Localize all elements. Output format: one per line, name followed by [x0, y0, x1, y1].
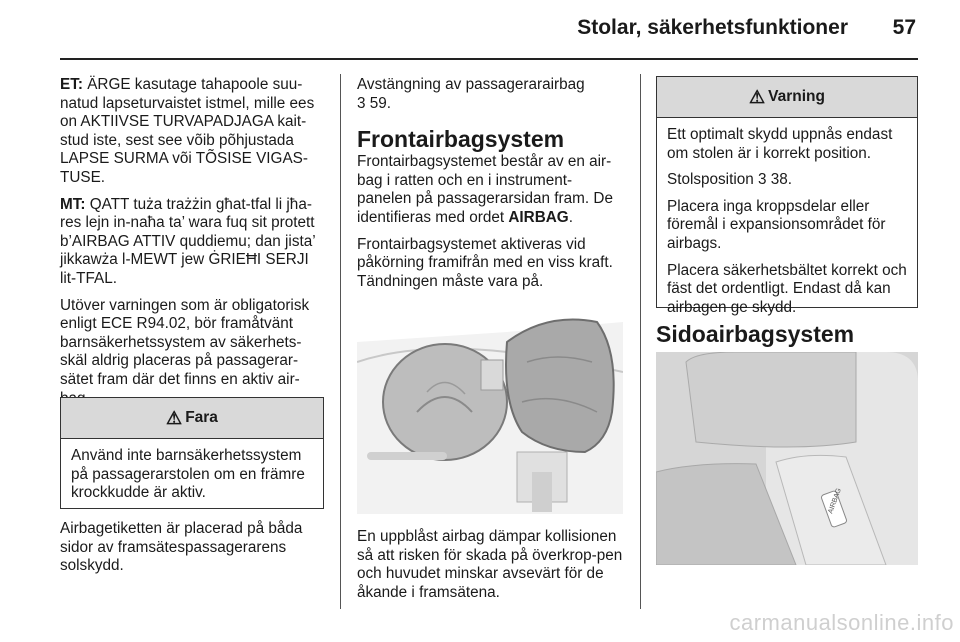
frontairbag-activation: Frontairbagsystemet aktiveras vid påkörning framifrån med en viss kraft. Tändningen måste vara på. — [357, 235, 613, 290]
warning-text-3: Placera inga kroppsdelar eller föremål i expansionsområdet för airbags. — [667, 197, 886, 252]
warning-title: Varning — [768, 88, 825, 105]
column-divider-1 — [340, 74, 341, 609]
svg-text:AIRBAG: AIRBAG — [827, 487, 843, 515]
section-title: Stolar, säkerhetsfunktioner — [577, 16, 848, 39]
frontairbag-heading: Frontairbagsystem — [357, 126, 565, 153]
warning-triangle-icon: ⚠ — [749, 86, 766, 107]
warning-text-1: Ett optimalt skydd uppnås endast om stolen är i korrekt position. — [667, 126, 893, 162]
front-airbag-illustration — [357, 302, 623, 514]
warning-box-header — [657, 77, 917, 118]
danger-box-header — [61, 398, 323, 439]
sidoairbag-heading: Sidoairbagsystem — [656, 321, 855, 347]
warning-text-2: Stolsposition 3 38. — [667, 171, 793, 189]
airbag-label-text: Airbagetiketten är placerad på båda sidor av framsätespassagerarens solskydd. — [60, 520, 303, 575]
estonian-warning: ET: ÄRGE kasutage tahapoole suu-natud lapseturvaistet istmel, mille ees on AKTIIVSE TURVAPADJAGA kait-stud iste, sest see võib põhjustada LAPSE SURMA või TÕSISE VIGAS-TUSE. — [60, 76, 315, 186]
regulation-paragraph: Utöver varningen som är obligatorisk enligt ECE R94.02, bör framåtvänt barnsäkerhetssystem av säkerhets-skäl aldrig placeras på passagerar-sätet fram där det finns en aktiv air- — [60, 296, 310, 388]
column-2 — [357, 76, 625, 299]
column-1 — [60, 76, 324, 416]
illustration-caption — [357, 528, 629, 610]
danger-box-body — [61, 439, 323, 509]
header-divider — [60, 58, 918, 60]
danger-box — [60, 397, 324, 509]
column-divider-2 — [640, 74, 641, 609]
danger-text: Använd inte barnsäkerhetssystem på passagerarstolen om en främre krockkudde är aktiv. — [71, 447, 305, 502]
maltese-warning: MT: QATT tuża trażżin għat-tfal li jħa-res lejn in-naħa ta’ wara fuq sit protett b’AIRBAG ATTIV quddiemu; dan jista’ jikkawża l-MEWT jew ĠRIEĦI SERJI lit-TFAL. — [60, 195, 316, 287]
danger-title: Fara — [185, 409, 218, 426]
caption-text: En uppblåst airbag dämpar kollisionen så att risken för skada på överkrop-pen och huvudet minskar avsevärt för de åkande i framsätena. — [357, 528, 623, 601]
page-reference-icon[interactable]: 3 59. — [357, 94, 392, 112]
warning-triangle-icon: ⚠ — [166, 407, 183, 428]
watermark: carmanualsonline.info — [729, 610, 954, 635]
page-number: 57 — [892, 16, 916, 39]
warning-text-4: Placera säkerhetsbältet korrekt och fäst det ordentligt. Endast då kan airbagen ge skydd. — [667, 261, 907, 316]
warning-box-body — [657, 118, 917, 323]
passenger-airbag-deactivation: Avstängning av passagerarairbag 3 59. — [357, 76, 585, 112]
side-airbag-seat-illustration — [656, 352, 918, 565]
warning-box — [656, 76, 918, 316]
frontairbag-description: Frontairbagsystemet består av en air-bag i ratten och en i instrument-panelen på passagerarsidan fram. De identifieras med ordet AIRBAG. — [357, 153, 613, 226]
airbag-label-paragraph — [60, 520, 324, 584]
